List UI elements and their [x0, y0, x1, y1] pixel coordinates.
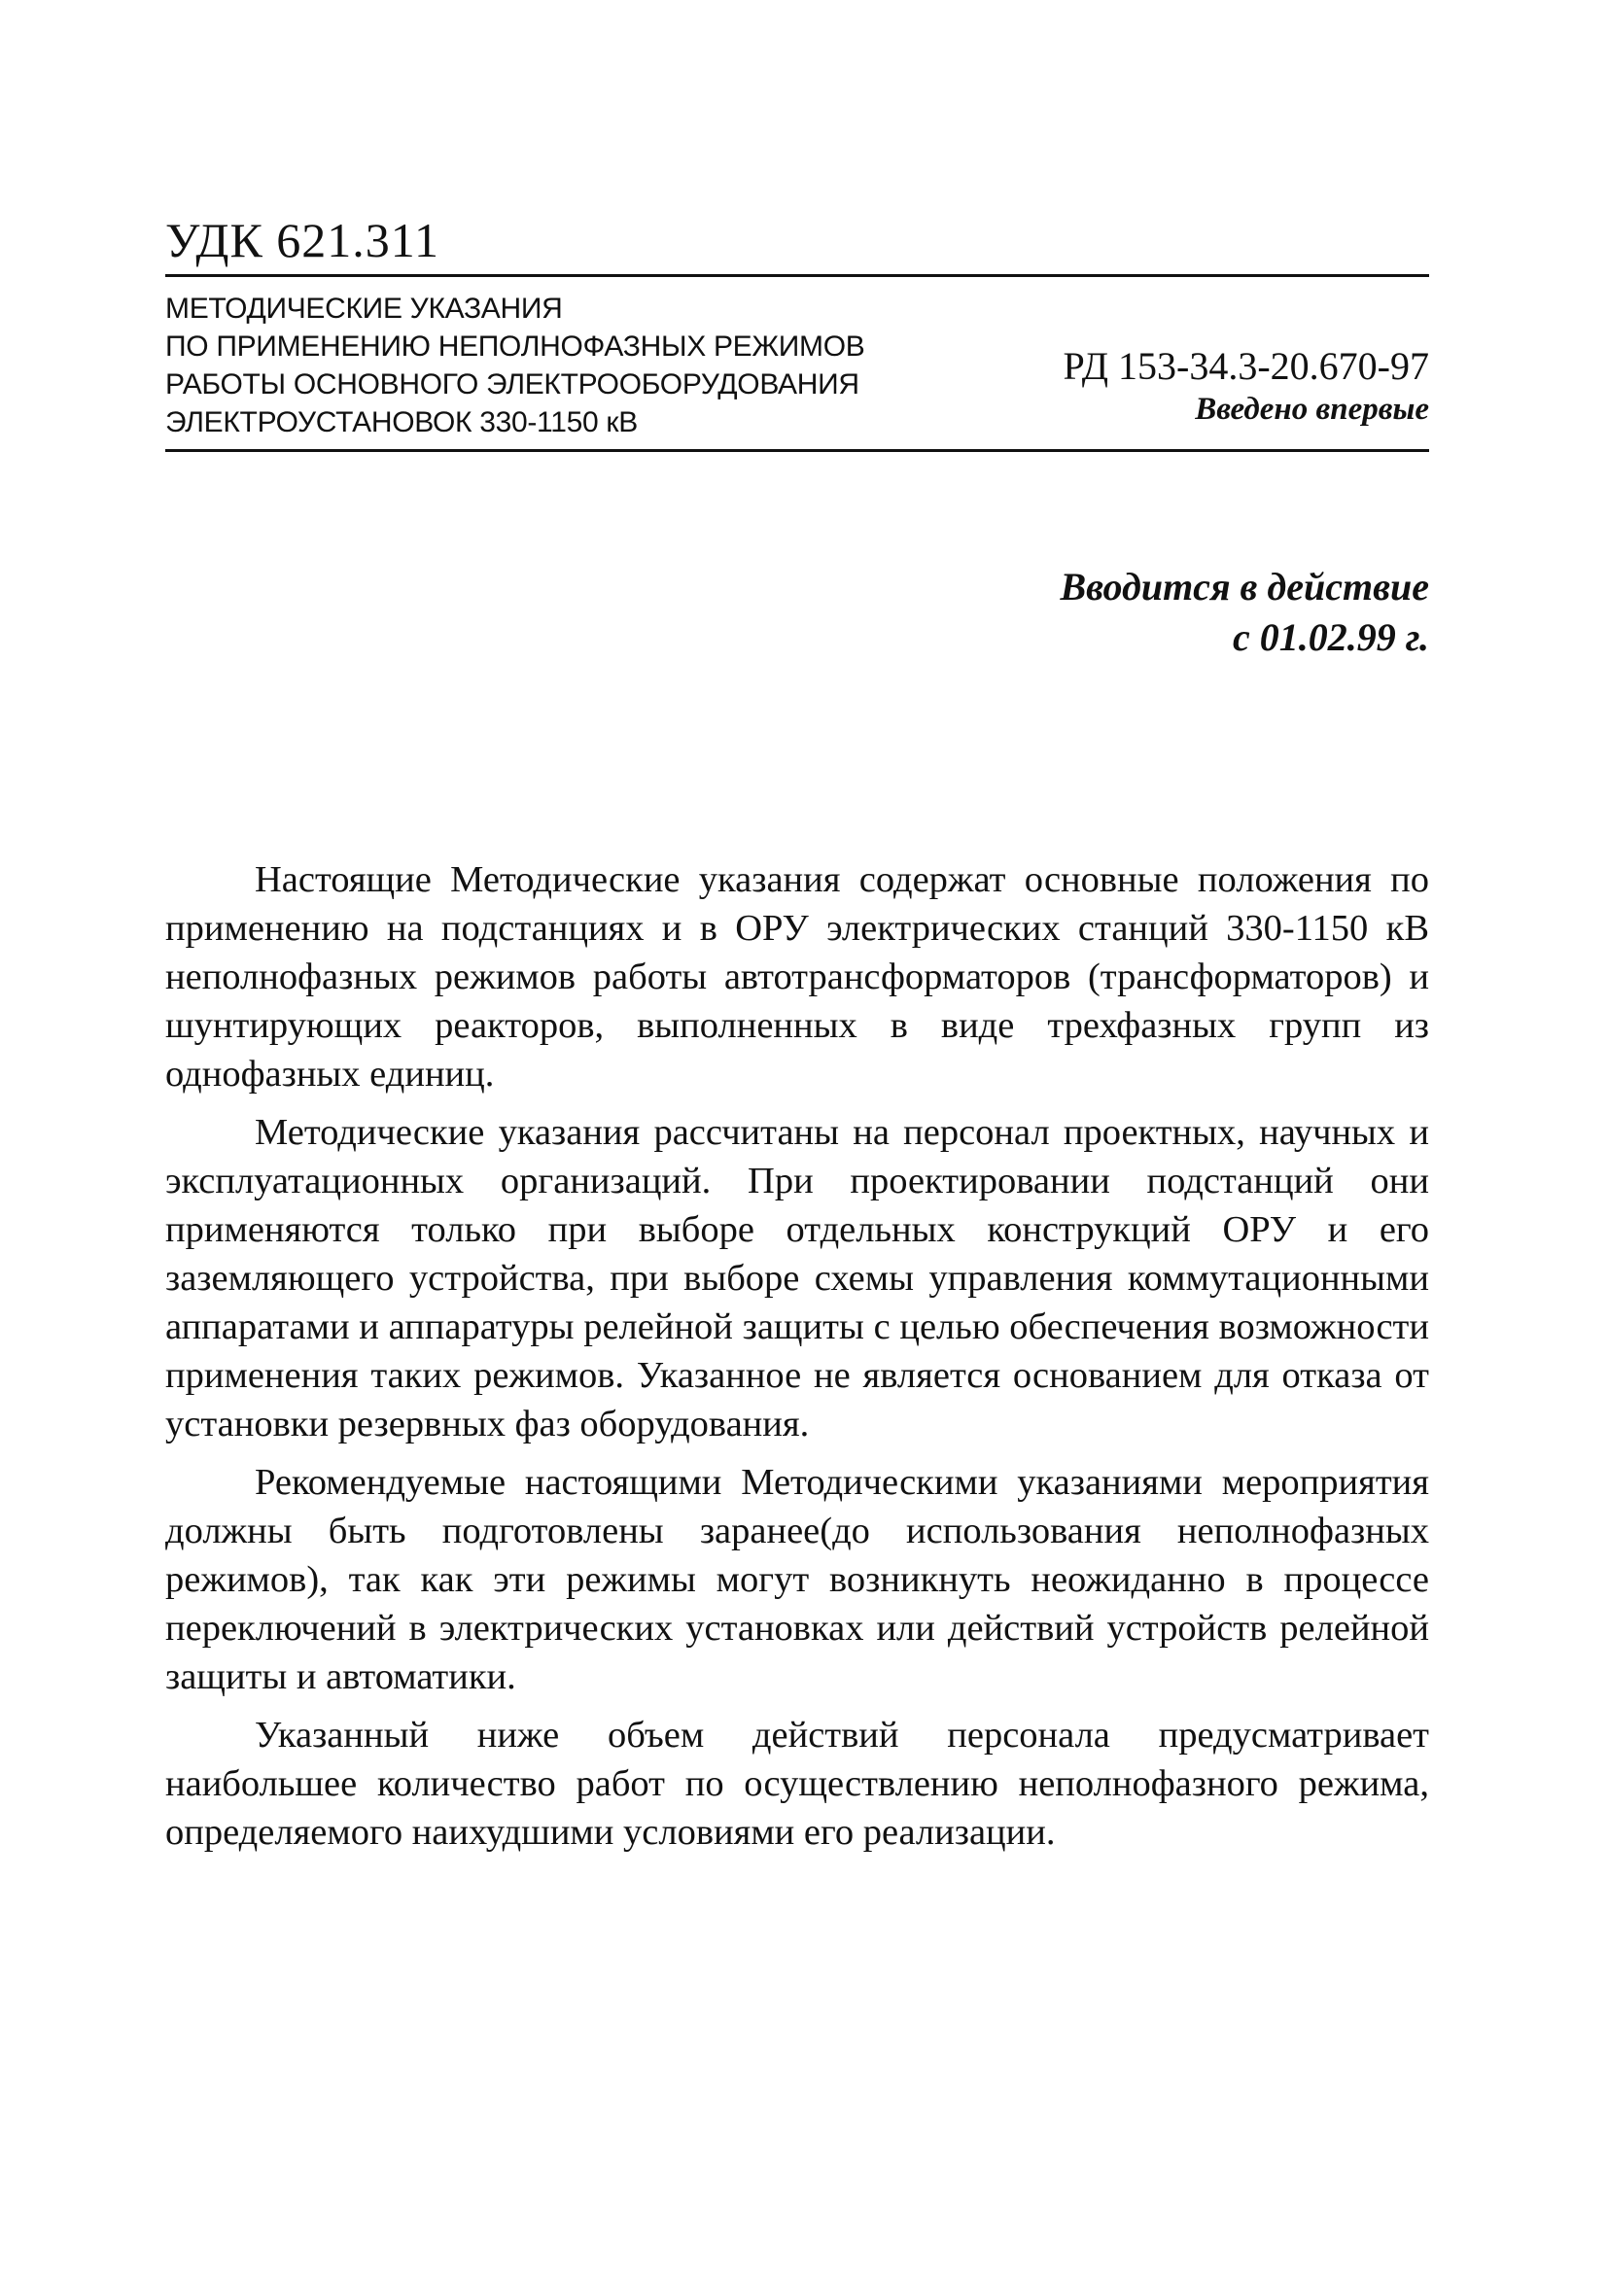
udk-code: УДК 621.311 [165, 213, 439, 267]
document-title-line: ПО ПРИМЕНЕНИЮ НЕПОЛНОФАЗНЫХ РЕЖИМОВ [165, 330, 865, 363]
paragraph: Рекомендуемые настоящими Методическими указаниями мероприятия должны быть подготовлены заранее(до использования неполнофазных режимов), так как эти режимы могут возникнуть неожиданно в процессе переключений в электрических установках или действий устройств релейной защиты и автоматики. [165, 1462, 1429, 1697]
document-title [165, 290, 962, 441]
header-top-rule [165, 274, 1429, 277]
effective-date-block [1060, 562, 1429, 663]
document-title-line: ЭЛЕКТРОУСТАНОВОК 330-1150 кВ [165, 406, 638, 438]
document-code: РД 153-34.3-20.670-97 [1063, 344, 1429, 388]
effective-date: с 01.02.99 г. [1233, 615, 1429, 659]
paragraph: Методические указания рассчитаны на персонал проектных, научных и эксплуатационных организаций. При проектировании подстанций они применяются только при выборе отдельных конструкций ОРУ и его заземляющего устройства, при выборе схемы управления коммутационными аппаратами и аппаратуры релейной защиты с целью обеспечения возможности применения таких режимов. Указанное не является основанием для отказа от установки резервных фаз оборудования. [165, 1112, 1429, 1444]
paragraph: Настоящие Методические указания содержат основные положения по применению на подстанциях и в ОРУ электрических станций 330-1150 кВ неполнофазных режимов работы автотрансформаторов (трансформаторов) и шунтирующих реакторов, выполненных в виде трехфазных групп из однофазных единиц. [165, 859, 1429, 1095]
document-title-line: РАБОТЫ ОСНОВНОГО ЭЛЕКТРООБОРУДОВАНИЯ [165, 368, 859, 400]
introduced-note: Введено впервые [1195, 392, 1429, 427]
body-text [165, 855, 1429, 1866]
document-code-block [1064, 343, 1429, 429]
effective-label: Вводится в действие [1060, 565, 1429, 609]
document-title-line: МЕТОДИЧЕСКИЕ УКАЗАНИЯ [165, 293, 563, 325]
header-bottom-rule [165, 449, 1429, 452]
paragraph: Указанный ниже объем действий персонала предусматривает наибольшее количество работ по осуществлению неполнофазного режима, определяемого наихудшими условиями его реализации. [165, 1715, 1429, 1853]
